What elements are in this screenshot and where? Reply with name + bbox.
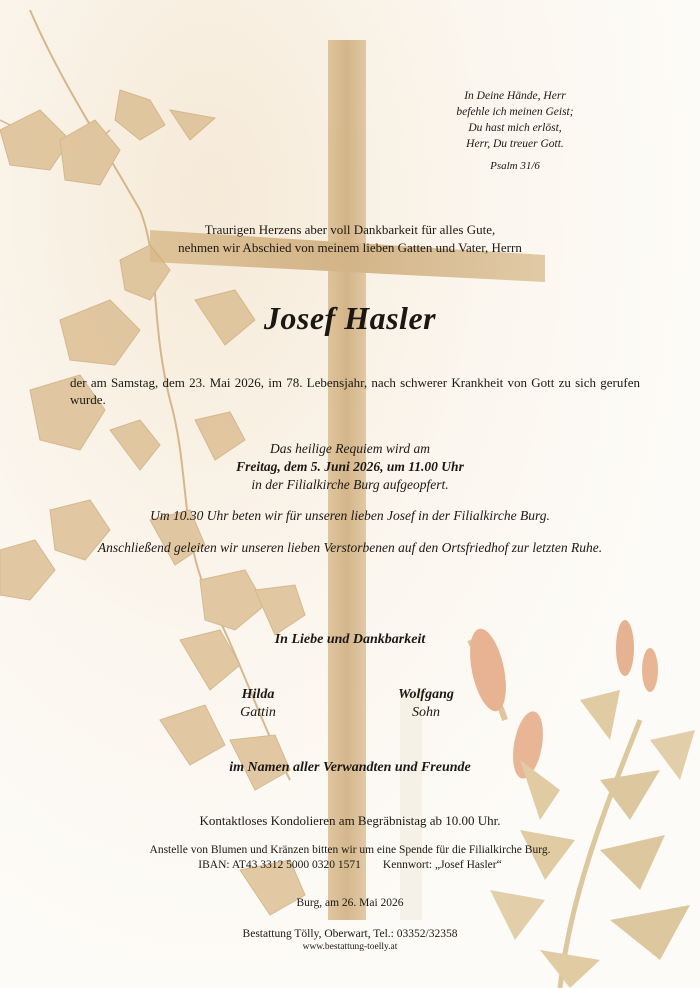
- psalm-reference: Psalm 31/6: [490, 160, 540, 172]
- undertaker-line: Bestattung Tölly, Oberwart, Tel.: 03352/32358: [242, 928, 458, 940]
- requiem-line-2: Freitag, dem 5. Juni 2026, um 11.00 Uhr: [236, 459, 464, 474]
- intro-line-1: Traurigen Herzens aber voll Dankbarkeit für alles Gute,: [204, 222, 496, 237]
- place-date: Burg, am 26. Mai 2026: [296, 897, 404, 909]
- undertaker-info: [0, 928, 700, 954]
- iban-text: IBAN: AT43 3312 5000 0320 1571: [198, 859, 361, 871]
- intro-line-2: nehmen wir Abschied von meinem lieben Gatten und Vater, Herrn: [178, 240, 522, 255]
- psalm-line: Du hast mich erlöst,: [468, 122, 562, 134]
- death-notice: der am Samstag, dem 23. Mai 2026, im 78. Lebensjahr, nach schwerer Krankheit von Gott zu sich gerufen wurde.: [70, 375, 640, 407]
- psalm-quote: [420, 88, 610, 174]
- donation-info: [0, 843, 700, 873]
- psalm-line: befehle ich meinen Geist;: [456, 106, 574, 118]
- psalm-line: In Deine Hände, Herr: [464, 90, 566, 102]
- mourner-role: Gattin: [240, 705, 276, 720]
- mourner-role: Sohn: [412, 705, 440, 720]
- candle-shape: [400, 690, 422, 920]
- requiem-date: [0, 458, 700, 476]
- requiem-info: [0, 440, 700, 494]
- prayer-info: Um 10.30 Uhr beten wir für unseren lieben Josef in der Filialkirche Burg.: [150, 508, 550, 523]
- donation-line: Anstelle von Blumen und Kränzen bitten wir um eine Spende für die Filialkirche Burg.: [149, 844, 551, 856]
- undertaker-website: www.bestattung-toelly.at: [302, 942, 398, 952]
- burial-info: Anschließend geleiten wir unseren lieben Verstorbenen auf den Ortsfriedhof zur letzten Ruhe.: [97, 540, 603, 555]
- psalm-line: Herr, Du treuer Gott.: [466, 138, 564, 150]
- requiem-line-1: Das heilige Requiem wird am: [270, 441, 430, 456]
- requiem-line-3: in der Filialkirche Burg aufgeopfert.: [251, 477, 449, 492]
- relatives-line: im Namen aller Verwandten und Freunde: [229, 760, 471, 775]
- bank-details: [0, 858, 700, 873]
- mourner-name: Wolfgang: [398, 687, 454, 702]
- mourner-2: [366, 686, 486, 722]
- condolence-info: Kontaktloses Kondolieren am Begräbnistag ab 10.00 Uhr.: [199, 813, 501, 828]
- intro-text: [0, 221, 700, 257]
- keyword-text: Kennwort: „Josef Hasler“: [382, 859, 502, 871]
- mourner-1: [198, 686, 318, 722]
- mourner-name: Hilda: [241, 687, 275, 702]
- deceased-name: Josef Hasler: [263, 300, 437, 336]
- love-line: In Liebe und Dankbarkeit: [274, 632, 426, 647]
